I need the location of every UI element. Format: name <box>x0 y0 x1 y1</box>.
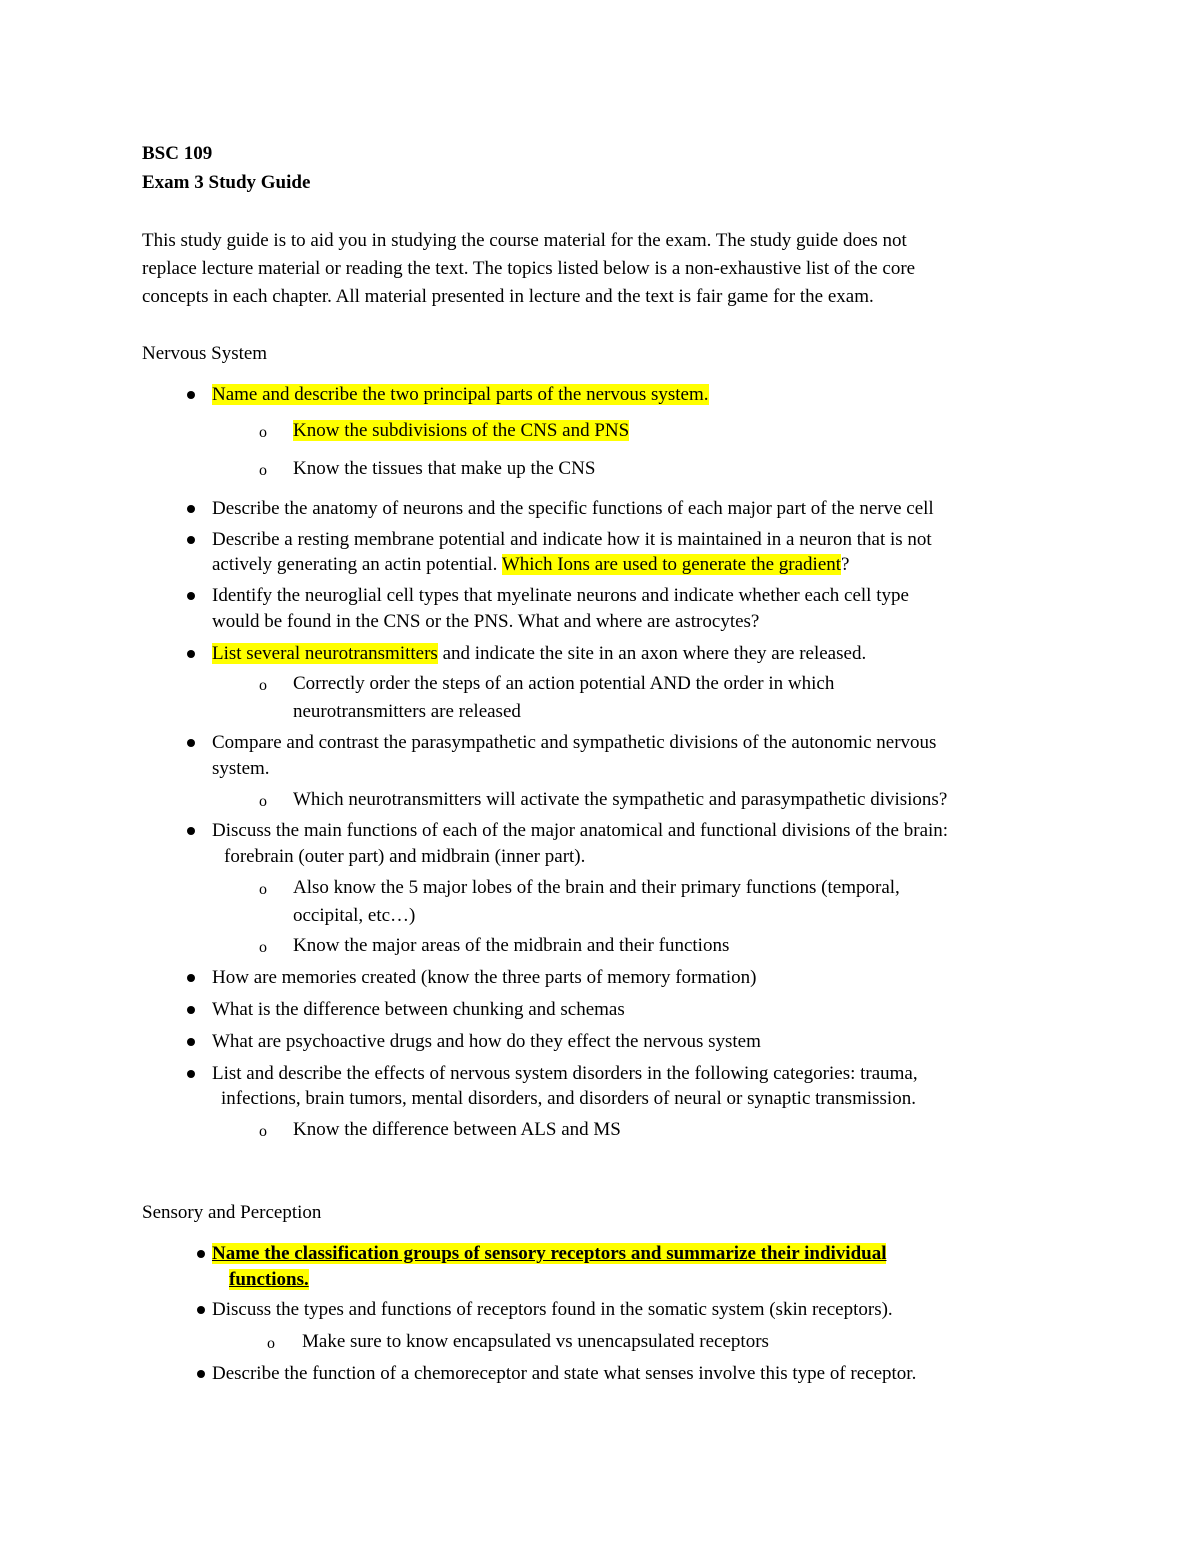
highlighted-text: Name and describe the two principal parts of the nervous system. <box>212 384 709 405</box>
course-title: BSC 109 <box>142 143 213 164</box>
sub-list-item: Which neurotransmitters will activate the sympathetic and parasympathetic divisions? <box>293 789 948 810</box>
list-item <box>212 1242 886 1266</box>
list-item-continuation: actively generating an actin potential. Which Ions are used to generate the gradient? <box>212 554 850 575</box>
list-item: Describe the function of a chemoreceptor and state what senses involve this type of receptor. <box>212 1363 917 1384</box>
sub-bullet-icon: o <box>259 1123 267 1140</box>
bullet-icon <box>197 1250 205 1258</box>
highlighted-text: Which Ions are used to generate the gradient <box>501 554 842 575</box>
sub-bullet-icon: o <box>259 677 267 694</box>
list-item: Identify the neuroglial cell types that myelinate neurons and indicate whether each cell type <box>212 585 909 606</box>
sub-list-item: Also know the 5 major lobes of the brain and their primary functions (temporal, <box>293 877 900 898</box>
bullet-icon <box>187 536 195 544</box>
sub-bullet-icon: o <box>267 1335 275 1352</box>
bullet-icon <box>187 739 195 747</box>
sub-bullet-icon: o <box>259 462 267 479</box>
sub-bullet-icon: o <box>259 424 267 441</box>
bullet-icon <box>187 1038 195 1046</box>
bullet-icon <box>197 1306 205 1314</box>
list-item: What are psychoactive drugs and how do they effect the nervous system <box>212 1031 761 1052</box>
bullet-icon <box>197 1370 205 1378</box>
sub-list-item-continuation: neurotransmitters are released <box>293 701 521 722</box>
list-item-continuation: system. <box>212 758 270 779</box>
list-item: List several neurotransmitters and indicate the site in an axon where they are released. <box>212 643 867 664</box>
document-subtitle: Exam 3 Study Guide <box>142 172 311 193</box>
list-item: Describe the anatomy of neurons and the specific functions of each major part of the nerve cell <box>212 498 934 519</box>
bullet-icon <box>187 1070 195 1078</box>
highlighted-text: Know the subdivisions of the CNS and PNS <box>293 420 630 441</box>
bullet-icon <box>187 505 195 513</box>
bullet-icon <box>187 1006 195 1014</box>
sub-list-item: Know the major areas of the midbrain and their functions <box>293 935 730 956</box>
sub-list-item: Correctly order the steps of an action potential AND the order in which <box>293 673 835 694</box>
sub-list-item <box>293 419 629 443</box>
list-item: List and describe the effects of nervous system disorders in the following categories: trauma, <box>212 1063 918 1084</box>
highlighted-text: functions. <box>229 1269 309 1290</box>
bullet-icon <box>187 592 195 600</box>
list-item: How are memories created (know the three parts of memory formation) <box>212 967 757 988</box>
sub-bullet-icon: o <box>259 793 267 810</box>
intro-line-2: replace lecture material or reading the text. The topics listed below is a non-exhaustive list of the core <box>142 258 916 279</box>
list-item-continuation: infections, brain tumors, mental disorders, and disorders of neural or synaptic transmission. <box>221 1088 916 1109</box>
section-heading-sensory-perception: Sensory and Perception <box>142 1202 322 1223</box>
sub-bullet-icon: o <box>259 881 267 898</box>
list-item: Discuss the main functions of each of the major anatomical and functional divisions of the brain: <box>212 820 949 841</box>
sub-list-item: Know the difference between ALS and MS <box>293 1119 621 1140</box>
bullet-icon <box>187 827 195 835</box>
list-item-continuation: forebrain (outer part) and midbrain (inner part). <box>224 846 586 867</box>
sub-bullet-icon: o <box>259 939 267 956</box>
sub-list-item: Know the tissues that make up the CNS <box>293 458 596 479</box>
bullet-icon <box>187 974 195 982</box>
list-item: Describe a resting membrane potential and indicate how it is maintained in a neuron that is not <box>212 529 932 550</box>
list-item: What is the difference between chunking and schemas <box>212 999 625 1020</box>
bullet-icon <box>187 391 195 399</box>
bullet-icon <box>187 650 195 658</box>
intro-line-1: This study guide is to aid you in studying the course material for the exam. The study guide does not <box>142 230 907 251</box>
highlighted-text: Name the classification groups of sensory receptors and summarize their individual <box>212 1243 887 1264</box>
list-item <box>212 383 709 407</box>
intro-line-3: concepts in each chapter. All material presented in lecture and the text is fair game for the exam. <box>142 286 874 307</box>
sub-list-item-continuation: occipital, etc…) <box>293 905 416 926</box>
list-item: Discuss the types and functions of receptors found in the somatic system (skin receptors). <box>212 1299 893 1320</box>
sub-list-item: Make sure to know encapsulated vs unencapsulated receptors <box>302 1331 769 1352</box>
list-item-continuation <box>229 1268 309 1292</box>
highlighted-text: List several neurotransmitters <box>212 643 438 664</box>
section-heading-nervous-system: Nervous System <box>142 343 268 364</box>
list-item-continuation: would be found in the CNS or the PNS. What and where are astrocytes? <box>212 611 760 632</box>
list-item: Compare and contrast the parasympathetic and sympathetic divisions of the autonomic nervous <box>212 732 937 753</box>
